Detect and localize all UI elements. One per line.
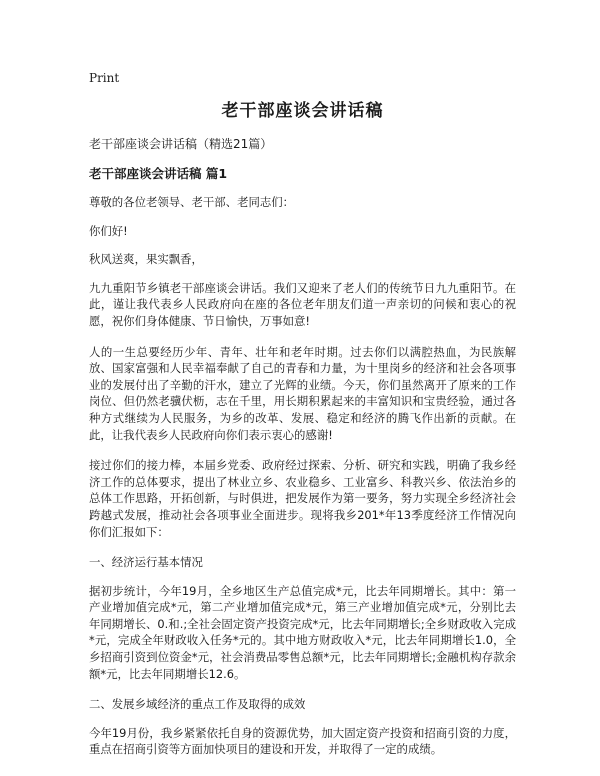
subheading-paragraph: 一、经济运行基本情况: [89, 555, 203, 570]
print-label: Print: [89, 71, 120, 85]
body-paragraph: 接过你们的接力棒，本届乡党委、政府经过探索、分析、研究和实践，明确了我乡经济工作的总体要求，提出了林业立乡、农业稳乡、工业富乡、科教兴乡、依法治乡的总体工作思路，开拓创新，与时俱进，把发展作为第一要务，努力实现全乡经济社会跨越式发展，推动社会各项事业全面进步。现将我乡201*年13季度经济工作情况向你们汇报如下：: [89, 458, 516, 539]
body-paragraph: 人的一生总要经历少年、青年、壮年和老年时期。过去你们以满腔热血，为民族解放、国家富强和人民幸福奉献了自己的青春和力量，为十里岗乡的经济和社会各项事业的发展付出了辛勤的汗水，建立了光辉的业绩。今天，你们虽然离开了原来的工作岗位、但仍然老骥伏枥，志在千里，用长期积累起来的丰富知识和宝贵经验，通过各种方式继续为人民服务，为乡的改革、发展、稳定和经济的腾飞作出新的贡献。在此，让我代表乡人民政府向你们表示衷心的感谢!: [89, 344, 516, 442]
page-title: 老干部座谈会讲话稿: [221, 101, 384, 121]
body-paragraph: 九九重阳节乡镇老干部座谈会讲话。我们又迎来了老人们的传统节日九九重阳节。在此，谨让我代表乡人民政府向在座的各位老年朋友们道一声亲切的问候和衷心的祝愿，祝你们身体健康、节日愉快，万事如意!: [89, 280, 516, 328]
section-heading: 老干部座谈会讲话稿 篇1: [89, 166, 228, 181]
salutation-paragraph: 尊敬的各位老领导、老干部、老同志们：: [89, 195, 295, 209]
doc-subtitle: 老干部座谈会讲话稿（精选21篇）: [89, 137, 273, 151]
subheading-paragraph: 二、发展乡域经济的重点工作及取得的成效: [89, 697, 306, 712]
greeting-paragraph: 你们好!: [89, 223, 128, 238]
opening-paragraph: 秋风送爽，果实飘香，: [89, 252, 203, 267]
body-paragraph: 今年19月份，我乡紧紧依托自身的资源优势，加大固定资产投资和招商引资的力度，重点在招商引资等方面加快项目的建设和开发，并取得了一定的成绩。: [89, 725, 516, 757]
body-paragraph: 据初步统计，今年19月，全乡地区生产总值完成*元，比去年同期增长。其中：第一产业增加值完成*元，第二产业增加值完成*元，第三产业增加值完成*元，分别比去年同期增长、0.和.;全社会固定资产投资完成*元，比去年同期增长;全乡财政收入完成*元，完成全年财政收入任务*元的。其中地方财政收入*元，比去年同期增长1.0，全乡招商引资到位资金*元，社会消费品零售总额*元，比去年同期增长;金融机构存款余额*元，比去年同期增长12.6。: [89, 583, 516, 681]
